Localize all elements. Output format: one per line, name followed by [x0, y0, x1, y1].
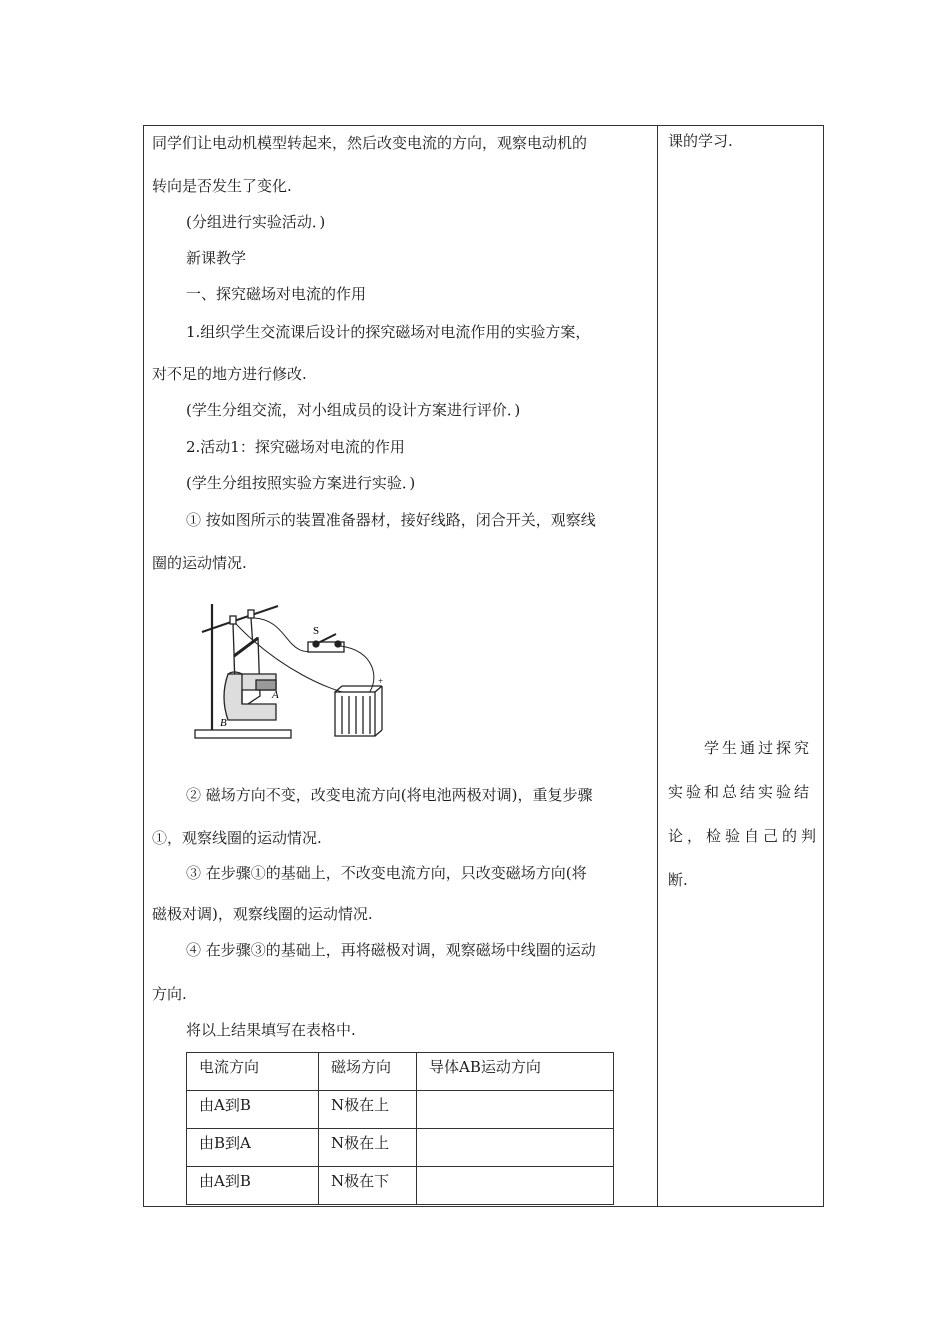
- text-line: 方向.: [152, 985, 187, 1003]
- battery-plus-label: +: [378, 676, 384, 686]
- right-column-top-text: 课的学习.: [668, 132, 733, 150]
- section-heading: 一、探究磁场对电流的作用: [186, 285, 367, 303]
- text-line: (学生分组按照实验方案进行实验．): [186, 474, 416, 492]
- text-line: 1.组织学生交流课后设计的探究磁场对电流作用的实验方案，: [186, 323, 591, 341]
- table-cell: N极在上: [319, 1129, 417, 1167]
- results-table: [186, 1052, 614, 1205]
- table-cell: 由A到B: [187, 1167, 319, 1205]
- comment-line: 断.: [668, 871, 688, 889]
- right-column-comment: [668, 737, 821, 913]
- comment-line: 学生通过探究: [704, 739, 813, 757]
- text-line: 磁极对调)，观察线圈的运动情况.: [152, 905, 373, 923]
- point-a-label: A: [272, 689, 279, 701]
- text-line: ① 按如图所示的装置准备器材，接好线路，闭合开关，观察线: [186, 511, 596, 529]
- table-cell: [417, 1129, 614, 1167]
- text-line: 转向是否发生了变化.: [152, 177, 292, 195]
- column-divider: [657, 125, 658, 1207]
- table-cell: 由A到B: [187, 1091, 319, 1129]
- table-row: [187, 1129, 614, 1167]
- switch-label: S: [313, 625, 320, 637]
- table-header-cell: 电流方向: [187, 1053, 319, 1091]
- text-line: (学生分组交流，对小组成员的设计方案进行评价．): [186, 401, 521, 419]
- experiment-apparatus-figure: [190, 600, 400, 750]
- table-cell: [417, 1167, 614, 1205]
- text-line: 对不足的地方进行修改.: [152, 365, 307, 383]
- text-line: ② 磁场方向不变，改变电流方向(将电池两极对调)，重复步骤: [186, 786, 593, 804]
- text-line: ④ 在步骤③的基础上，再将磁极对调，观察磁场中线圈的运动: [186, 941, 596, 959]
- table-cell: 由B到A: [187, 1129, 319, 1167]
- text-line: ③ 在步骤①的基础上，不改变电流方向，只改变磁场方向(将: [186, 864, 587, 882]
- table-cell: N极在上: [319, 1091, 417, 1129]
- table-header-row: [187, 1053, 614, 1091]
- table-cell: [417, 1091, 614, 1129]
- section-heading: 新课教学: [186, 249, 247, 267]
- text-line: ①，观察线圈的运动情况.: [152, 829, 322, 847]
- comment-line: 实验和总结实验结: [668, 783, 813, 801]
- table-cell: N极在下: [319, 1167, 417, 1205]
- table-row: [187, 1091, 614, 1129]
- text-line: 2.活动1：探究磁场对电流的作用: [186, 438, 405, 456]
- text-line: 圈的运动情况.: [152, 554, 247, 572]
- table-row: [187, 1167, 614, 1205]
- table-header-cell: 磁场方向: [319, 1053, 417, 1091]
- text-line: (分组进行实验活动．): [186, 213, 326, 231]
- table-header-cell: 导体AB运动方向: [417, 1053, 614, 1091]
- text-line: 同学们让电动机模型转起来，然后改变电流的方向，观察电动机的: [152, 134, 588, 152]
- point-b-label: B: [220, 717, 227, 729]
- text-line: 将以上结果填写在表格中.: [186, 1021, 356, 1039]
- comment-line: 论，检验自己的判: [668, 827, 821, 845]
